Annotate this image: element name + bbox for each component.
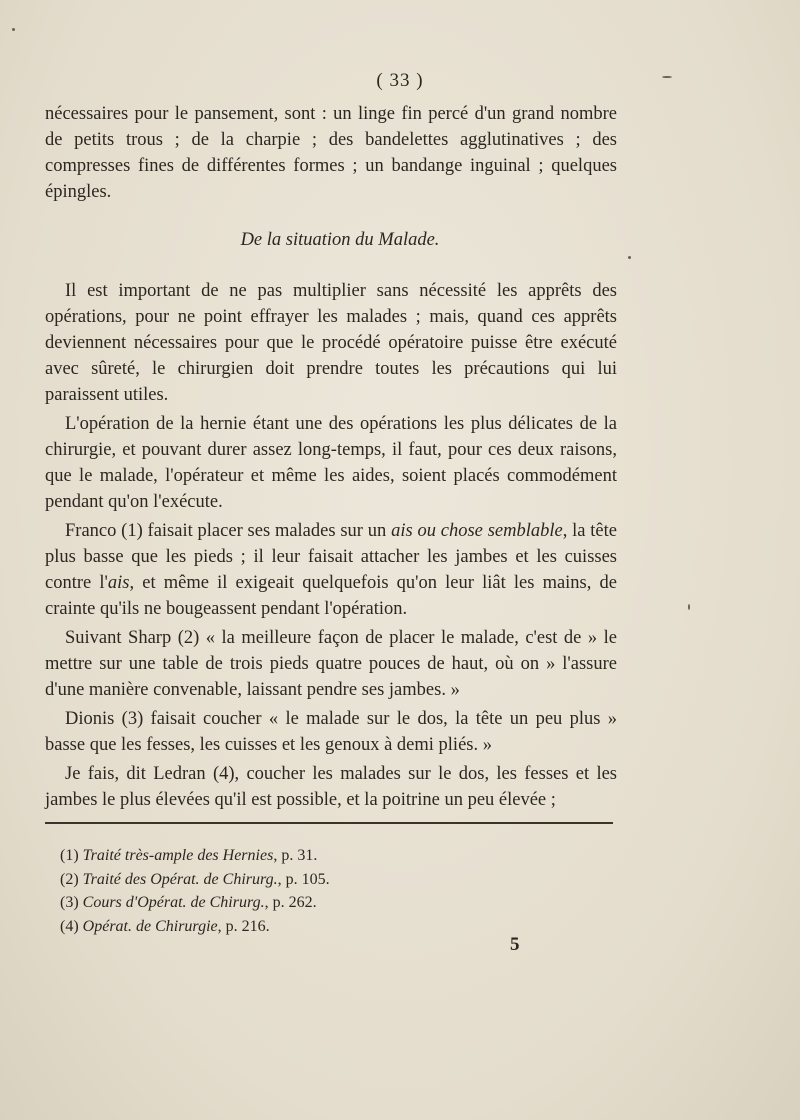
footnote-mark: (3)	[60, 894, 79, 911]
footnote-ref: , p. 216.	[217, 917, 270, 935]
footnote-mark: (2)	[60, 870, 79, 888]
page-number: ( 33 )	[376, 70, 424, 91]
body-text	[45, 278, 617, 816]
footnote-divider	[45, 822, 613, 824]
paragraph-franco	[45, 518, 617, 622]
section-heading: De la situation du Malade.	[240, 230, 440, 250]
footnote	[60, 868, 580, 892]
footnote-ref: , p. 262.	[264, 894, 317, 911]
intro-text	[45, 101, 617, 205]
paper-speck	[628, 256, 631, 259]
paragraph: Je fais, dit Ledran (4), coucher les malades sur le dos, les fesses et les jambes le plus élevées qu'il est possible, et la poitrine un peu élevée ;	[45, 764, 617, 810]
footnote-title: Opérat. de Chirurgie	[82, 917, 218, 935]
franco-text-3: , et même il exigeait quelquefois qu'on leur liât les mains, de crainte qu'ils ne bougeassent pendant l'opération.	[45, 573, 617, 619]
footnote-mark: (4)	[60, 917, 79, 935]
franco-italic-1: ais ou chose semblable	[391, 521, 563, 541]
paragraph: Il est important de ne pas multiplier sans nécessité les apprêts des opérations, pour ne point effrayer les malades ; mais, quand ces apprêts deviennent nécessaires pour que le procédé opératoire puisse être exécuté avec sûreté, le chirurgien doit prendre toutes les précautions qui lui paraissent utiles.	[45, 281, 617, 405]
footnote	[60, 915, 580, 939]
franco-text-2: , la tête plus basse que les pieds ; il leur faisait attacher les jambes et les cuisses contre l'	[45, 521, 617, 593]
paragraph: nécessaires pour le pansement, sont : un linge fin percé d'un grand nombre de petits trous ; de la charpie ; des bandelettes agglutinatives ; des compresses fines de différentes formes ; un bandange inguinal ; quelques épingles.	[45, 104, 617, 202]
paragraph: L'opération de la hernie étant une des opérations les plus délicates de la chirurgie, et pouvant durer assez long-temps, il faut, pour ces deux raisons, que le malade, l'opérateur et même les aides, soient placés commodément pendant qu'on l'exécute.	[45, 414, 617, 512]
footnote-title: Cours d'Opérat. de Chirurg.	[82, 894, 265, 911]
paragraph: Suivant Sharp (2) « la meilleure façon de placer le malade, c'est de » le mettre sur une table de trois pieds quatre pouces de haut, où on » l'assure d'une manière convenable, laissant pendre ses jambes. »	[45, 628, 617, 700]
footnote-mark: (1)	[60, 847, 79, 864]
footnote-ref: , p. 31.	[273, 847, 318, 864]
signature-mark: 5	[510, 934, 520, 955]
franco-italic-2: ais	[107, 573, 130, 593]
footnote-title: Traité des Opérat. de Chirurg.	[82, 870, 278, 888]
footnote	[60, 844, 580, 868]
footnote-title: Traité très-ample des Hernies	[82, 847, 274, 864]
paper-speck	[688, 604, 690, 610]
franco-text-1: Franco (1) faisait placer ses malades sur un	[65, 521, 392, 541]
paper-speck	[662, 76, 672, 78]
footnote	[60, 891, 580, 915]
footnotes	[60, 844, 580, 938]
paper-speck	[12, 28, 15, 31]
paragraph: Dionis (3) faisait coucher « le malade sur le dos, la tête un peu plus » basse que les fesses, les cuisses et les genoux à demi pliés. »	[45, 709, 617, 755]
footnote-ref: , p. 105.	[277, 870, 330, 888]
